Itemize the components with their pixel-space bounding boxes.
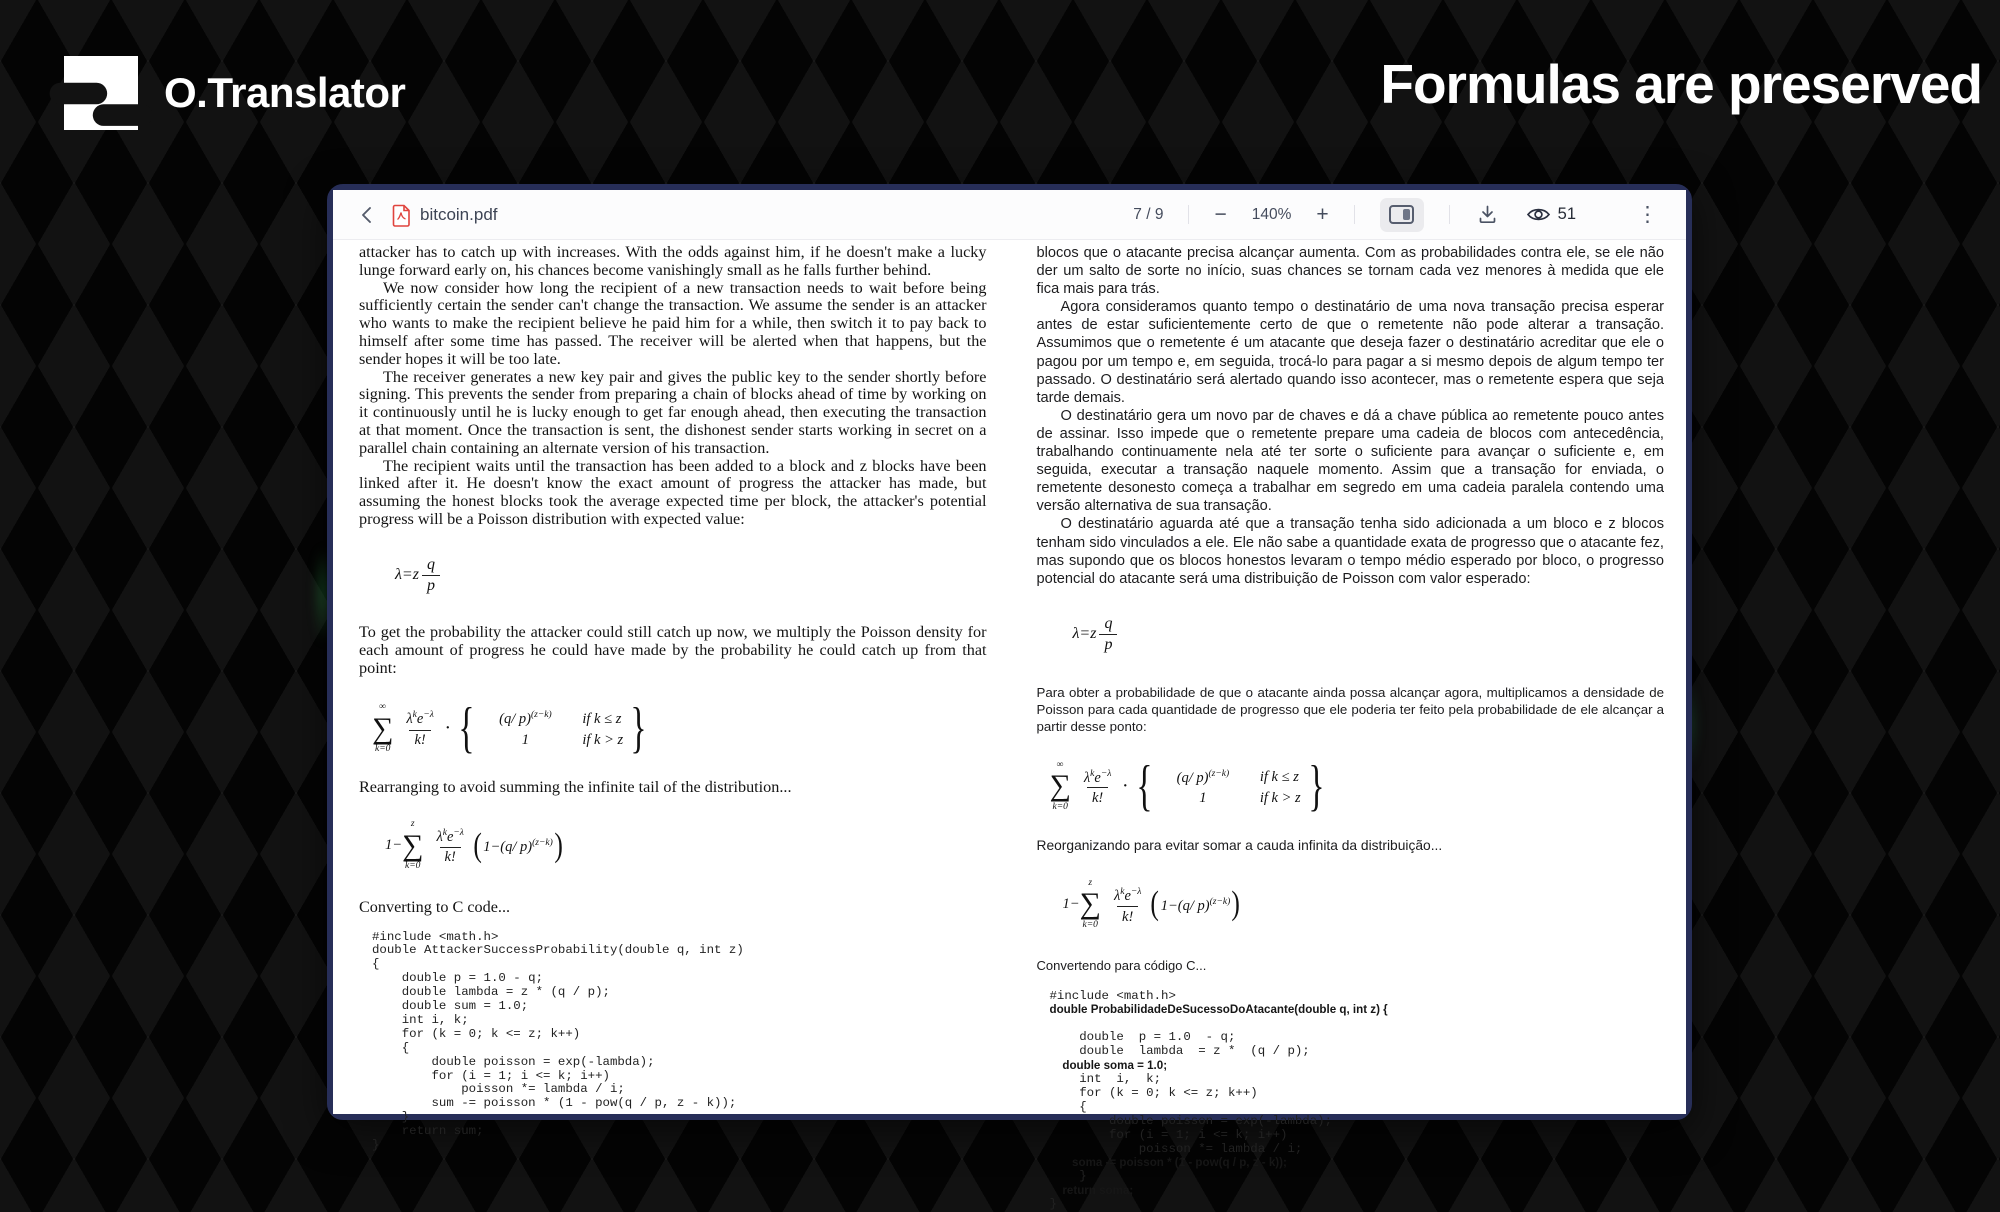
code-block-original: #include <math.h> double AttackerSuccessProbability(double q, int z) { double p = 1.0 - q; double lambda = z * (q / p); double sum = 1.0; int i, k; for (k = 0; k <= z; k++) { double poisson = exp(-lambda); for (i = 1; i <= k; i++) poisson *= lambda / i; sum -= poisson * (1 - pow(q / p, z - k)); } return sum; } [372, 929, 744, 1153]
en-paragraph-3: The receiver generates a new key pair and gives the public key to the sender shortly before signing. This prevents the sender from preparing a chain of blocks ahead of time by working on it continuously until he is lucky enough to get far enough ahead, then executing the transaction at that moment. Once the transaction is sent, the dishonest sender starts working in secret on a parallel chain containing an alternate version of his transaction. [359, 367, 987, 457]
eye-icon [1526, 206, 1551, 223]
formula-lambda-translated: λ=z $\frac{q}{p}$ [1073, 615, 1665, 654]
page-indicator: 7 / 9 [1133, 205, 1164, 223]
pdf-viewer-window [327, 184, 1692, 1212]
zoom-out-button[interactable]: − [1214, 203, 1227, 226]
download-button[interactable] [1475, 202, 1501, 228]
pt-paragraph-5: Para obter a probabilidade de que o atacante ainda possa alcançar agora, multiplicamos a densidade de Poisson para cada quantidade de progresso que ele poderia ter feito pela probabilidade de ele alcançar a partir desse ponto: [1036, 684, 1664, 734]
more-menu-button[interactable]: ⋮ [1637, 203, 1658, 226]
pt-paragraph-1: blocos que o atacante precisa alcançar aumenta. Com as probabilidades contra ele, se ele não der um salto de sorte no início, suas chances se tornam cada vez menores à medida que ele fica mais para trás. [1036, 245, 1664, 298]
pt-paragraph-2: Agora consideramos quanto tempo o destinatário de uma nova transação precisa esperar antes de estar suficientemente certo de que o remetente não pode alterar a transação. Assumimos que o remetente é um atacante que deseja fazer o destinatário acreditar que ele o pagou por um tempo e, em seguida, trocá-lo para pagar a si mesmo depois de algum tempo ter passado. O destinatário será alertado quando isso acontecer, mas o remetente espera que seja tarde demais. [1036, 299, 1664, 406]
pdf-file-icon [393, 204, 411, 226]
pt-paragraph-3: O destinatário gera um novo par de chaves e dá a chave pública ao remetente pouco antes de assinar. Isso impede que o remetente prepare uma cadeia de blocos com antecedência, trabalhando continuamente nela até ter sorte o suficiente para avançar o suficiente e, em seguida, executar a transação naquele momento. Assim que a transação for enviada, o remetente desonesto começa a trabalhar em segredo em uma cadeia paralela contendo uma versão alternativa de sua transação. [1036, 407, 1664, 515]
pt-paragraph-4: O destinatário aguarda até que a transação tenha sido adicionada a um bloco e z blocos tenham sido vinculados a ele. Ele não sabe a quantidade exata de progresso que o atacante fez, mas supondo que os blocos honestos levaram o tempo médio esperado por bloco, o progresso potencial do atacante será uma distribuição de Poisson com valor esperado: [1036, 516, 1664, 587]
formula-poisson-sum: ∞ ∑ k=0 $\frac{\lambda^ke^{-\lambda}}{k!}$ · { (q/ p)$^{(z-k)}$ if k ≤ z 1 if k > z } [372, 697, 647, 760]
zoom-level: 140% [1251, 205, 1292, 223]
view-count-badge [1526, 205, 1576, 224]
formula-lambda: λ=z $\frac{q}{p}$ [395, 556, 987, 595]
file-name: bitcoin.pdf [420, 204, 498, 224]
download-icon [1477, 204, 1498, 225]
split-view-button[interactable] [1380, 198, 1424, 232]
back-button[interactable] [353, 202, 379, 228]
pdf-page-original [359, 243, 987, 1153]
en-paragraph-7: Converting to C code... [359, 897, 511, 916]
view-count: 51 [1557, 205, 1576, 223]
pdf-page-translated [1036, 244, 1665, 1212]
toolbar-separator [1354, 205, 1355, 224]
formula-poisson-sum-translated: ∞ ∑ k=0 $\frac{\lambda^ke^{-\lambda}}{k!}$ · { (q/ p)$^{(z-k)}$ if k ≤ z 1 if k > z } [1049, 754, 1325, 817]
en-paragraph-5: To get the probability the attacker could still catch up now, we multiply the Poisson density for each amount of progress he could have made by the probability he could catch up from that point: [359, 623, 987, 677]
hero-headline: Formulas are preserved [1380, 53, 1982, 115]
otranslator-logo-icon [64, 56, 138, 130]
en-paragraph-1: attacker has to catch up with increases. With the odds against him, if he doesn't make a lucky lunge forward early on, his chances become vanishingly small as he falls further behind. [359, 243, 987, 279]
code-block-translated: #include <math.h> double ProbabilidadeDeSucessoDoAtacante(double q, int z) { double p = 1.0 - q; double lambda = z * (q / p); double soma = 1.0; int i, k; for (k = 0; k <= z; k++) { double poisson = exp(-lambda); for (i = 1; i <= k; i++) poisson *= lambda / i; soma -= poisson * (1 - pow(q / p, z - k)); } return soma; } [1049, 988, 1388, 1212]
formula-tail-translated: 1− z ∑ k=0 $\frac{\lambda^ke^{-\lambda}}{k!}$ ( 1−(q/ p)$^{(z-k)}$ ) [1062, 878, 1241, 931]
file-info [393, 204, 498, 226]
en-paragraph-4: The recipient waits until the transaction has been added to a block and z blocks have been linked after it. He doesn't know the exact amount of progress the attacker has made, but assuming the honest blocks took the average expected time per block, the attacker's potential progress will be a Poisson distribution with expected value: [359, 456, 987, 528]
en-paragraph-6: Rearranging to avoid summing the infinite tail of the distribution... [359, 778, 792, 797]
viewer-toolbar [333, 190, 1686, 240]
split-view-icon [1389, 205, 1414, 224]
zoom-in-button[interactable]: + [1316, 203, 1329, 226]
pt-paragraph-6: Reorganizando para evitar somar a cauda infinita da distribuição... [1036, 838, 1443, 854]
toolbar-separator [1188, 205, 1189, 224]
brand-name: O.Translator [164, 69, 406, 116]
pdf-page[interactable] [333, 240, 1686, 1212]
toolbar-separator [1449, 205, 1450, 224]
formula-tail: 1− z ∑ k=0 $\frac{\lambda^ke^{-\lambda}}{k!}$ ( 1−(q/ p)$^{(z-k)}$ ) [385, 819, 563, 871]
en-paragraph-2: We now consider how long the recipient of a new transaction needs to wait before being sufficiently certain the sender can't change the transaction. We assume the sender is an attacker who wants to make the recipient believe he paid him for a while, then switch it to pay back to himself after some time has passed. The receiver will be alerted when that happens, but the sender hopes it will be too late. [359, 278, 987, 368]
pt-paragraph-7: Convertendo para código C... [1036, 958, 1207, 974]
brand [64, 56, 405, 130]
chevron-left-icon [361, 206, 372, 224]
